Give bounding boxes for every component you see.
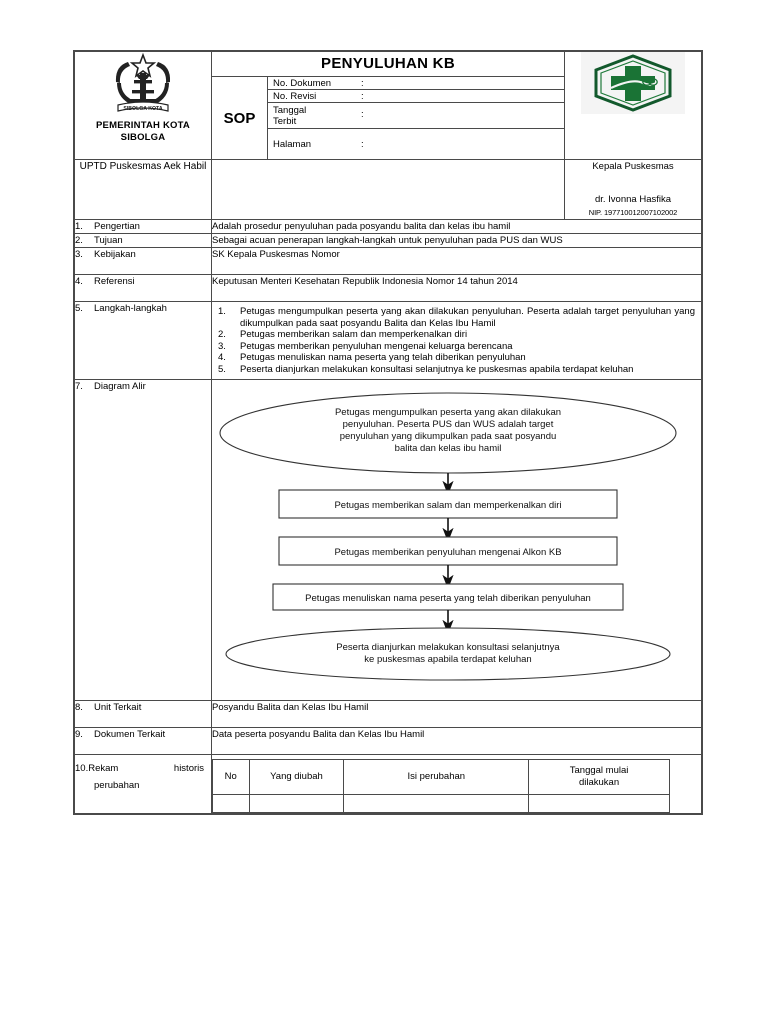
sop-label: SOP: [212, 77, 268, 159]
page-title: PENYULUHAN KB: [212, 52, 564, 77]
revision-header-row: [213, 760, 670, 795]
sop-document: [73, 50, 703, 815]
revision-table: [212, 759, 670, 813]
num-dokumen-terkait: 9.: [75, 729, 83, 740]
flow-node-5-line-1: Peserta dianjurkan melakukan konsultasi selanjutnya: [336, 642, 560, 653]
meta-row-no-dokumen: [268, 77, 564, 90]
meta-value-no-dokumen[interactable]: [375, 77, 564, 89]
step-number: 2.: [218, 329, 226, 340]
meta-row-no-revisi: [268, 90, 564, 103]
value-unit-terkait: Posyandu Balita dan Kelas Ibu Hamil: [212, 701, 702, 728]
text-referensi-label: Referensi: [94, 276, 135, 287]
revision-header-isi-perubahan: Isi perubahan: [344, 760, 529, 795]
step-text: Petugas mengumpulkan peserta yang akan dilakukan penyuluhan. Peserta adalah target penyuluhan yang dikumpulkan pada saat posyandu Balita dan Kelas Ibu Hamil: [240, 306, 695, 329]
meta-colon-1: :: [361, 78, 364, 89]
flowchart-cell: [212, 380, 702, 701]
flow-node-1-line-2: penyuluhan. Peserta PUS dan WUS adalah target: [342, 419, 554, 430]
step-item: [216, 306, 695, 329]
text-pengertian-label: Pengertian: [94, 221, 140, 232]
num-rekam: 10.: [75, 763, 89, 774]
num-referensi: 4.: [75, 276, 83, 287]
value-kebijakan: SK Kepala Puskesmas Nomor: [212, 248, 702, 275]
revision-header-yang-diubah: Yang diubah: [249, 760, 344, 795]
flow-node-5-line-2: ke puskesmas apabila terdapat keluhan: [364, 654, 532, 665]
tanggal-line2: Terbit: [273, 116, 297, 127]
step-text: Peserta dianjurkan melakukan konsultasi selanjutnya ke puskesmas apabila terdapat keluhan: [240, 363, 634, 375]
value-langkah-langkah: [212, 302, 702, 380]
row-unit-terkait: [75, 701, 702, 728]
value-pengertian: Adalah prosedur penyuluhan pada posyandu balita dan kelas ibu hamil: [212, 220, 702, 234]
label-referensi: [75, 275, 212, 302]
flow-node-1-line-3: penyuluhan yang dikumpulkan pada saat posyandu: [339, 431, 557, 442]
text-langkah-label: Langkah-langkah: [94, 303, 167, 314]
meta-colon-3: :: [361, 109, 364, 120]
tanggal-line1: Tanggal: [273, 105, 307, 116]
signature-blank-cell: [212, 160, 565, 220]
meta-value-tanggal-terbit[interactable]: [375, 103, 564, 128]
num-langkah: 5.: [75, 303, 83, 314]
num-pengertian: 1.: [75, 221, 83, 232]
meta-colon-4: :: [361, 139, 364, 150]
row-pengertian: [75, 220, 702, 234]
flowchart: [212, 380, 701, 700]
row-rekam-historis: [75, 755, 702, 814]
flow-node-3-line-1: Petugas memberikan penyuluhan mengenai Alkon KB: [334, 547, 562, 558]
rekam-word: Rekam: [88, 763, 119, 774]
meta-value-halaman[interactable]: [375, 129, 564, 159]
text-unit-terkait-label: Unit Terkait: [94, 702, 142, 713]
sop-table: [74, 51, 702, 814]
num-diagram: 7.: [75, 381, 83, 392]
government-name: PEMERINTAH KOTA SIBOLGA: [96, 120, 190, 143]
unit-name: UPTD Puskesmas Aek Habil: [79, 161, 207, 172]
meta-label-no-dokumen: No. Dokumen: [273, 78, 332, 89]
value-referensi: Keputusan Menteri Kesehatan Republik Indonesia Nomor 14 tahun 2014: [212, 275, 702, 302]
table-row: [213, 795, 670, 813]
crest-cell: [75, 52, 212, 160]
meta-colon-2: :: [361, 91, 364, 102]
row-tujuan: [75, 234, 702, 248]
meta-label-tanggal-terbit: [268, 103, 361, 128]
meta-list: [268, 77, 564, 159]
label-langkah-langkah: [75, 302, 212, 380]
seal-cell: [565, 52, 702, 160]
step-item: [216, 364, 695, 376]
value-tujuan: Sebagai acuan penerapan langkah-langkah untuk penyuluhan pada PUS dan WUS: [212, 234, 702, 248]
text-kebijakan-label: Kebijakan: [94, 249, 136, 260]
row-referensi: [75, 275, 702, 302]
revision-cell-no[interactable]: [213, 795, 250, 813]
signatory-name: dr. Ivonna Hasfika: [594, 194, 672, 205]
row-dokumen-terkait: [75, 728, 702, 755]
step-number: 3.: [218, 340, 226, 352]
rekam-historis-label: [75, 760, 211, 794]
revision-header-tanggal-mulai: [529, 760, 670, 795]
num-unit-terkait: 8.: [75, 702, 83, 713]
historis-word: historis: [173, 763, 204, 774]
flow-node-1-line-4: balita dan kelas ibu hamil: [394, 443, 502, 454]
label-pengertian: [75, 220, 212, 234]
flow-node-4-line-1: Petugas menuliskan nama peserta yang telah diberikan penyuluhan: [305, 593, 591, 604]
step-number: 5.: [218, 363, 226, 375]
flow-node-2-line-1: Petugas memberikan salam dan memperkenalkan diri: [334, 500, 562, 511]
signatory-role: Kepala Puskesmas: [592, 161, 674, 172]
tgl-header-line2: dilakukan: [578, 777, 620, 788]
header-row: [75, 52, 702, 160]
unit-signatory-row: [75, 160, 702, 220]
revision-cell-tanggal[interactable]: [529, 795, 670, 813]
meta-row-tanggal-terbit: [268, 103, 564, 129]
row-diagram-alir: [75, 380, 702, 701]
step-text: Petugas memberikan penyuluhan mengenai keluarga berencana: [240, 340, 513, 352]
step-item: [216, 341, 695, 353]
label-rekam-historis: [75, 755, 212, 814]
value-dokumen-terkait: Data peserta posyandu Balita dan Kelas Ibu Hamil: [212, 728, 702, 755]
step-text: Petugas menuliskan nama peserta yang telah diberikan penyuluhan: [240, 352, 526, 363]
meta-label-halaman: Halaman: [273, 139, 312, 150]
row-langkah-langkah: [75, 302, 702, 380]
num-kebijakan: 3.: [75, 249, 83, 260]
label-dokumen-terkait: [75, 728, 212, 755]
steps-list: [216, 306, 695, 375]
flow-node-1-line-1: Petugas mengumpulkan peserta yang akan dilakukan: [334, 407, 562, 418]
sibolga-city-crest-icon: [106, 52, 180, 118]
meta-label-no-revisi: No. Revisi: [273, 91, 317, 102]
step-number: 4.: [218, 352, 226, 363]
revision-header-no: No: [213, 760, 250, 795]
revision-table-cell: [212, 755, 702, 814]
step-item: [216, 352, 695, 364]
revision-cell-isi-perubahan[interactable]: [344, 795, 529, 813]
meta-row-halaman: [268, 129, 564, 159]
label-diagram-alir: [75, 380, 212, 701]
label-unit-terkait: [75, 701, 212, 728]
step-text: Petugas memberikan salam dan memperkenalkan diri: [240, 329, 468, 340]
signatory-nip: NIP. 197710012007102002: [588, 208, 678, 217]
flowchart-svg: [212, 380, 703, 700]
label-tujuan: [75, 234, 212, 248]
tgl-header-line1: Tanggal mulai: [569, 765, 629, 776]
meta-value-no-revisi[interactable]: [375, 90, 564, 102]
text-diagram-label: Diagram Alir: [94, 381, 146, 392]
label-kebijakan: [75, 248, 212, 275]
text-dokumen-terkait-label: Dokumen Terkait: [94, 729, 166, 740]
svg-text:SIBOLGA KOTA: SIBOLGA KOTA: [123, 106, 163, 112]
num-tujuan: 2.: [75, 235, 83, 246]
puskesmas-green-cross-logo-icon: [581, 52, 685, 114]
title-meta-cell: [212, 52, 565, 160]
revision-cell-yang-diubah[interactable]: [249, 795, 344, 813]
unit-name-cell: [75, 160, 212, 220]
rekam-historis-num-and-word: [75, 760, 118, 777]
signatory-cell: [565, 160, 702, 220]
text-tujuan-label: Tujuan: [94, 235, 123, 246]
row-kebijakan: [75, 248, 702, 275]
perubahan-word: perubahan: [94, 780, 140, 791]
step-number: 1.: [218, 306, 226, 317]
step-item: [216, 329, 695, 341]
